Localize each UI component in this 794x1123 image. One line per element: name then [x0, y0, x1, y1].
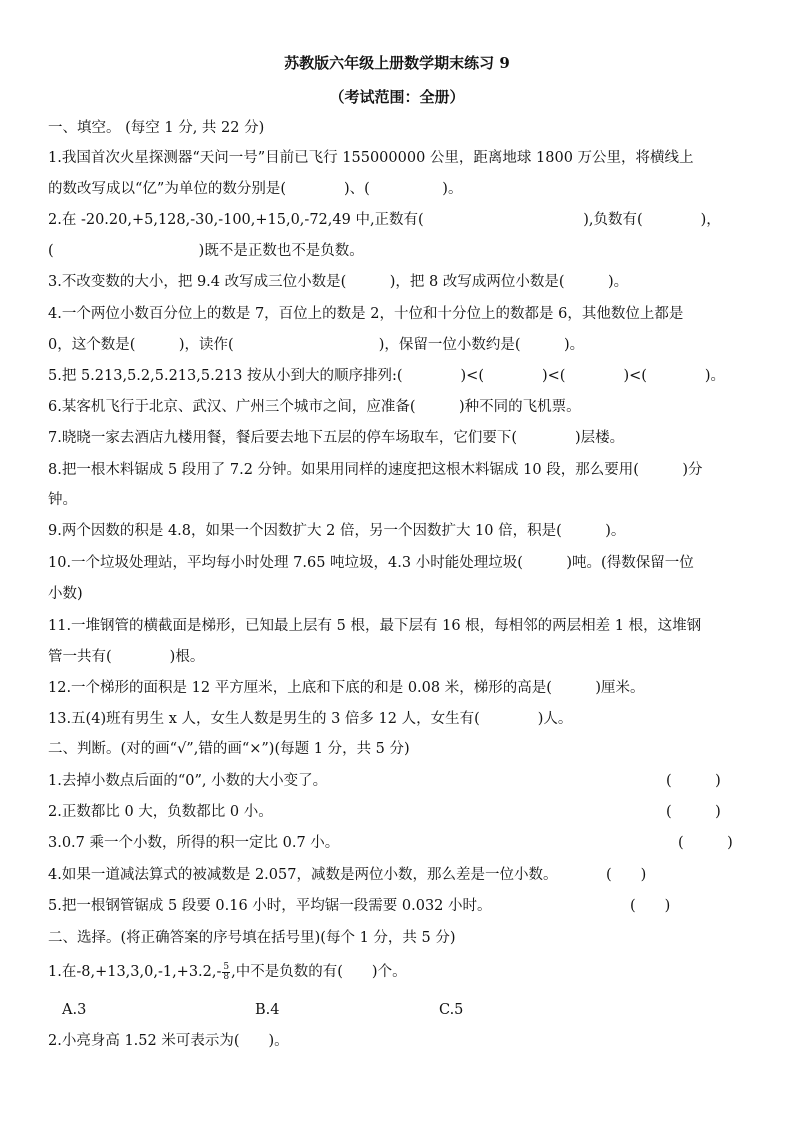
fraction-numerator: 5: [223, 961, 230, 972]
section-heading-fill-in: 一、填空。 (每空 1 分, 共 22 分): [48, 120, 265, 136]
question-line: 0，这个数是( )，读作( )，保留一位小数约是( )。: [48, 337, 585, 353]
judge-item-text: 3.0.7 乘一个小数，所得的积一定比 0.7 小。: [48, 835, 340, 851]
judge-item-text: 4.如果一道减法算式的被减数是 2.057，减数是两位小数，那么差是一位小数。: [48, 867, 558, 883]
choice-question-2: 2.小亮身高 1.52 米可表示为( )。: [48, 1033, 289, 1049]
section-heading-true-false: 二、判断。(对的画“√”,错的画“×”)(每题 1 分，共 5 分): [48, 741, 410, 757]
fraction-denominator: 8: [223, 971, 230, 982]
question-line: 2.在 -20.20,+5,128,-30,-100,+15,0,-72,49 中,正数有( ),负数有( )，: [48, 212, 721, 228]
question-line: 8.把一根木料锯成 5 段用了 7.2 分钟。如果用同样的速度把这根木料锯成 10 段，那么要用( )分: [48, 462, 703, 478]
question-line: 1.我国首次火星探测器“天问一号”目前已飞行 155000000 公里，距离地球 1800 万公里，将横线上: [48, 150, 694, 166]
choice-question-1: [48, 962, 748, 982]
question-line: 7.晓晓一家去酒店九楼用餐，餐后要去地下五层的停车场取车，它们要下( )层楼。: [48, 430, 625, 446]
choice-option-b[interactable]: B.4: [255, 1002, 280, 1018]
judge-answer-bracket[interactable]: ( ): [630, 898, 671, 914]
fraction: [222, 963, 230, 982]
page-subtitle: （考试范围：全册）: [329, 88, 465, 106]
judge-item-text: 1.去掉小数点后面的“0”, 小数的大小变了。: [48, 773, 328, 789]
question-line: 5.把 5.213,5.2,5.213,5.213 按从小到大的顺序排列:( )<( )<( )<( )。: [48, 368, 726, 384]
question-text-suffix: ,中不是负数的有( )个。: [231, 964, 407, 980]
question-line: 10.一个垃圾处理站，平均每小时处理 7.65 吨垃圾，4.3 小时能处理垃圾( )吨。(得数保留一位: [48, 555, 694, 571]
question-text-prefix: 1.在-8,+13,3,0,-1,+3.2,-: [48, 964, 222, 980]
choice-option-c[interactable]: C.5: [439, 1002, 464, 1018]
question-line: 的数改写成以“亿”为单位的数分别是( )、( )。: [48, 181, 463, 197]
question-line: 6.某客机飞行于北京、武汉、广州三个城市之间，应准备( )种不同的飞机票。: [48, 399, 581, 415]
section-heading-multiple-choice: 二、选择。(将正确答案的序号填在括号里)(每个 1 分，共 5 分): [48, 930, 456, 946]
choice-option-a[interactable]: A.3: [62, 1002, 87, 1018]
question-line: 钟。: [48, 492, 77, 508]
judge-answer-bracket[interactable]: ( ): [666, 804, 721, 820]
judge-item-text: 5.把一根钢管锯成 5 段要 0.16 小时，平均锯一段需要 0.032 小时。: [48, 898, 492, 914]
question-line: 4.一个两位小数百分位上的数是 7，百位上的数是 2，十位和十分位上的数都是 6，其他数位上都是: [48, 306, 684, 322]
question-line: 13.五(4)班有男生 x 人，女生人数是男生的 3 倍多 12 人，女生有( )人。: [48, 711, 573, 727]
page-title: 苏教版六年级上册数学期末练习 9: [284, 54, 510, 72]
judge-answer-bracket[interactable]: ( ): [678, 835, 733, 851]
judge-item-text: 2.正数都比 0 大，负数都比 0 小。: [48, 804, 273, 820]
question-line: 9.两个因数的积是 4.8，如果一个因数扩大 2 倍，另一个因数扩大 10 倍，积是( )。: [48, 523, 626, 539]
question-line: 11.一堆钢管的横截面是梯形，已知最上层有 5 根，最下层有 16 根，每相邻的两层相差 1 根，这堆钢: [48, 618, 702, 634]
question-line: 小数): [48, 586, 83, 602]
judge-answer-bracket[interactable]: ( ): [606, 867, 647, 883]
question-line: 3.不改变数的大小，把 9.4 改写成三位小数是( )，把 8 改写成两位小数是( )。: [48, 274, 629, 290]
question-line: ( )既不是正数也不是负数。: [48, 243, 364, 259]
judge-answer-bracket[interactable]: ( ): [666, 773, 721, 789]
question-line: 管一共有( )根。: [48, 649, 205, 665]
question-line: 12.一个梯形的面积是 12 平方厘米，上底和下底的和是 0.08 米，梯形的高是( )厘米。: [48, 680, 645, 696]
